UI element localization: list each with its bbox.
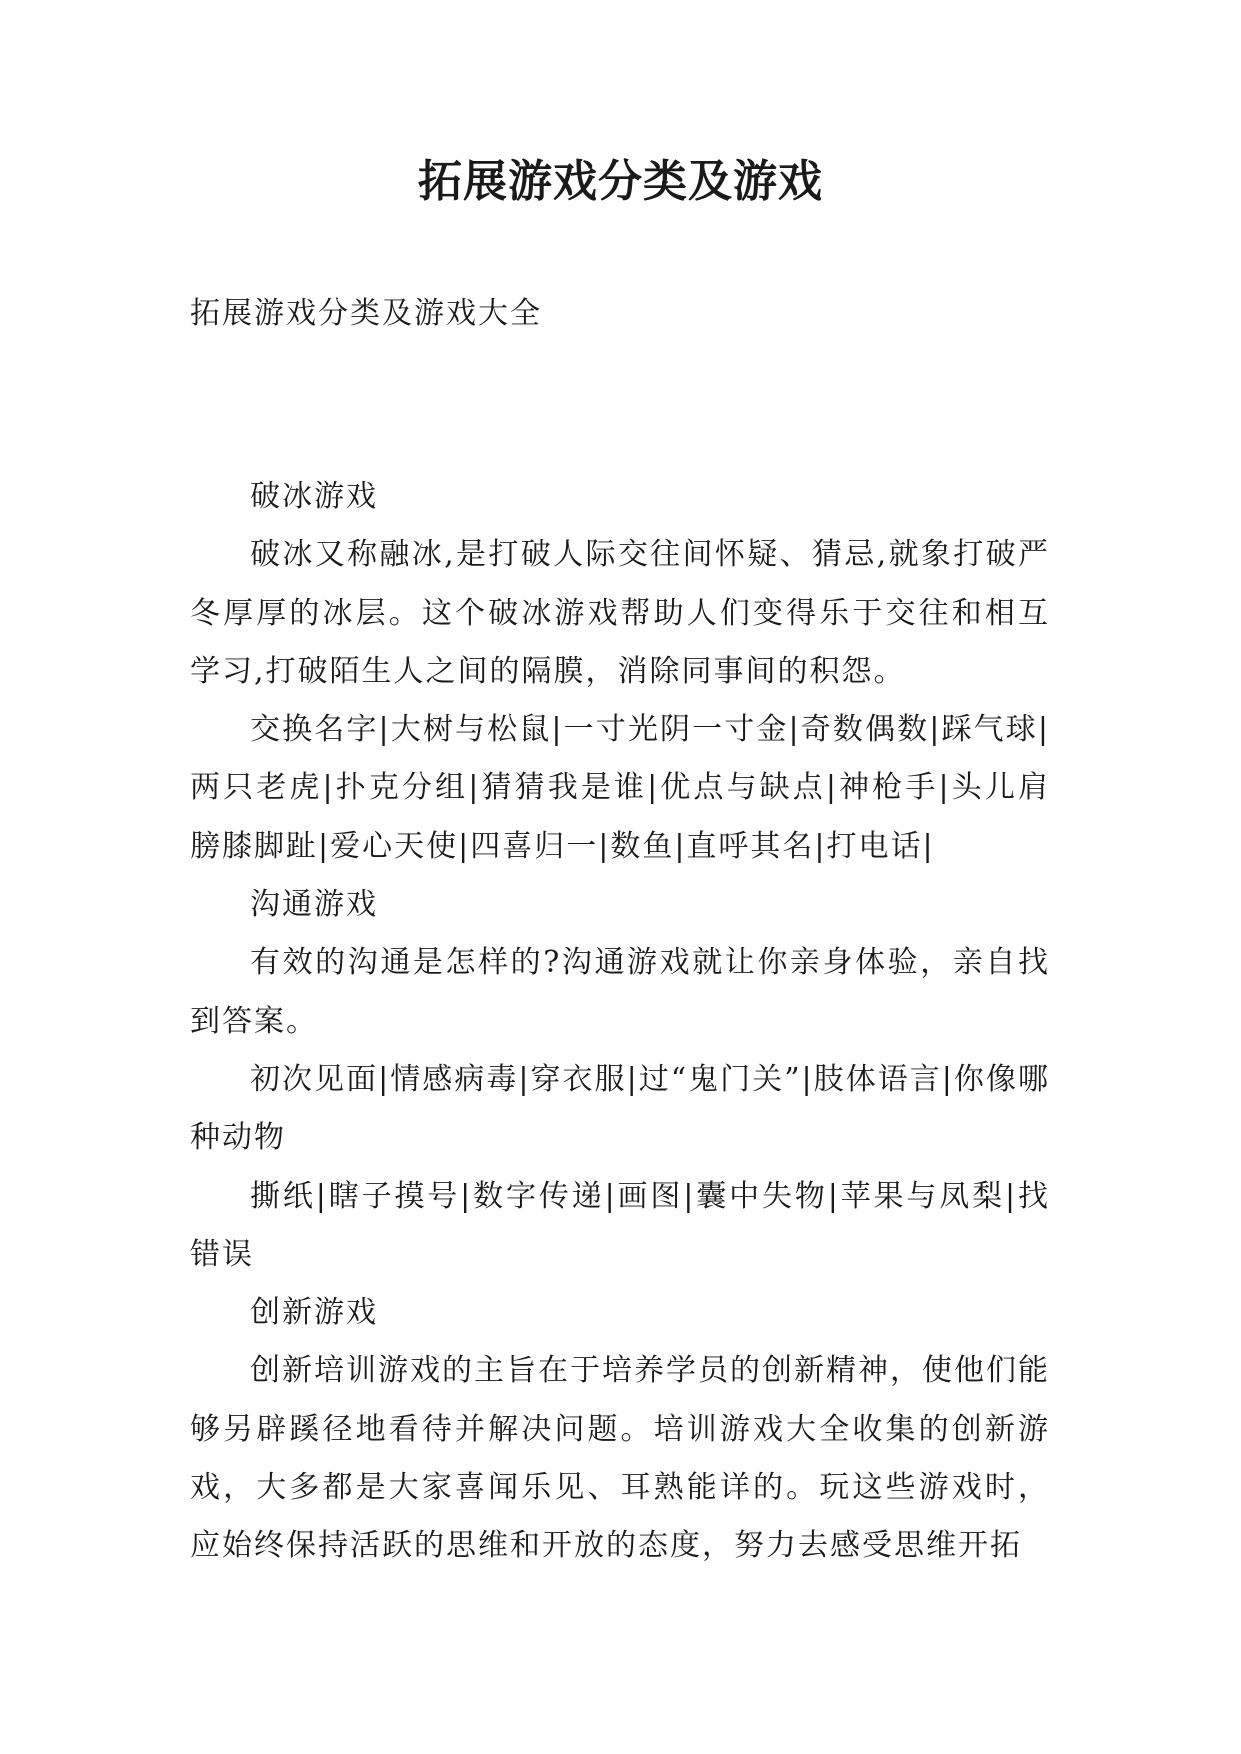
document-body [190, 468, 1050, 1576]
section-heading-communication: 沟通游戏 [250, 887, 378, 923]
section-heading-innovation: 创新游戏 [250, 1295, 378, 1331]
paragraph-communication-games-2: 撕纸|瞎子摸号|数字传递|画图|囊中失物|苹果与凤梨|找错误 [190, 1178, 1050, 1272]
section-heading-icebreaker: 破冰游戏 [250, 479, 378, 514]
paragraph-innovation-intro: 创新培训游戏的主旨在于培养学员的创新精神，使他们能够另辟蹊径地看待并解决问题。培训游戏大全收集的创新游戏，大多都是大家喜闻乐见、耳熟能详的。玩这些游戏时，应始终保持活跃的思维和开放的态度，努力去感受思维开拓 [190, 1353, 1050, 1564]
document-title: 拓展游戏分类及游戏 [418, 156, 823, 207]
paragraph-communication-intro: 有效的沟通是怎样的?沟通游戏就让你亲身体验，亲自找到答案。 [190, 945, 1050, 1039]
paragraph-icebreaker-intro: 破冰又称融冰,是打破人际交往间怀疑、猜忌,就象打破严冬厚厚的冰层。这个破冰游戏帮助人们变得乐于交往和相互学习,打破陌生人之间的隔膜，消除同事间的积怨。 [190, 537, 1050, 689]
document-subtitle: 拓展游戏分类及游戏大全 [190, 296, 542, 331]
paragraph-icebreaker-games: 交换名字|大树与松鼠|一寸光阴一寸金|奇数偶数|踩气球|两只老虎|扑克分组|猜猜我是谁|优点与缺点|神枪手|头儿肩膀膝脚趾|爱心天使|四喜归一|数鱼|直呼其名|打电话| [190, 712, 1050, 864]
paragraph-communication-games-1: 初次见面|情感病毒|穿衣服|过“鬼门关”|肢体语言|你像哪种动物 [190, 1061, 1050, 1156]
